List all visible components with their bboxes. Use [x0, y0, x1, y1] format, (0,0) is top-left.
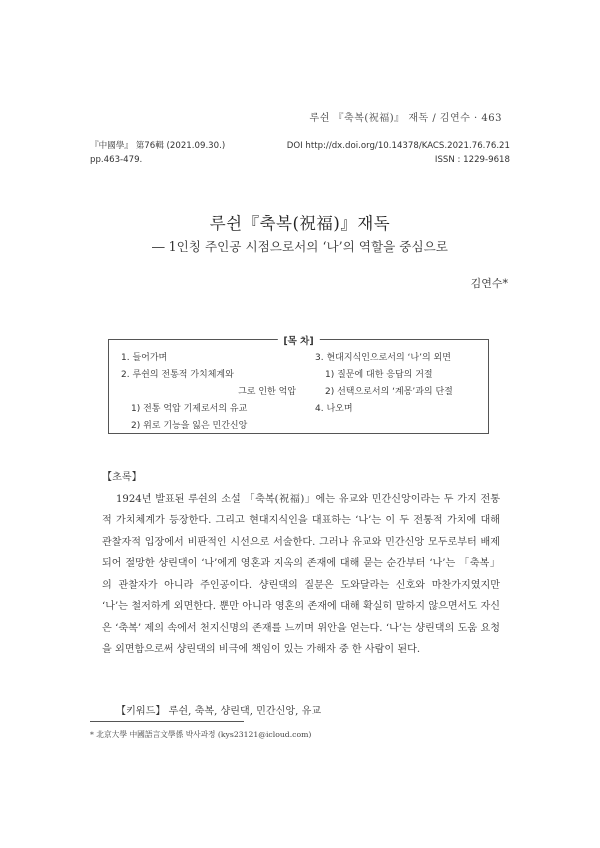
author-name: 김연수* — [470, 277, 508, 290]
toc-item: 1) 질문에 대한 응답의 거절 — [325, 370, 433, 380]
footnote-divider — [90, 721, 244, 722]
doi-link[interactable]: DOI http://dx.doi.org/10.14378/KACS.2021.76.76.21 — [286, 141, 510, 151]
toc-right-column — [315, 350, 485, 418]
toc-item: 그로 인한 억압 — [238, 387, 296, 397]
article-subtitle: ― 1인칭 주인공 시점으로서의 ‘나’의 역할을 중심으로 — [152, 239, 448, 254]
author-footnote: * 北京大學 中國語言文學係 박사과정 (kys23121@icloud.com) — [90, 730, 312, 739]
table-of-contents — [108, 336, 489, 434]
toc-left-column — [121, 350, 296, 435]
meta-row-1 — [90, 139, 510, 153]
journal-info: 『中國學』 第76輯 (2021.09.30.) — [90, 141, 226, 151]
article-title: 루쉰『축복(祝福)』재독 — [209, 214, 391, 233]
toc-label: [목 차] — [277, 333, 319, 347]
meta-row-2 — [90, 153, 510, 167]
toc-item: 1) 전통 억압 기제로서의 유교 — [131, 404, 248, 414]
keywords: 【키워드】 루쉰, 축복, 샹린댁, 민간신앙, 유교 — [116, 706, 322, 717]
abstract-body: 1924년 발표된 루쉰의 소설 「축복(祝福)」에는 유교와 민간신앙이라는 두 가지 전통적 가치체계가 등장한다. 그리고 현대지식인을 대표하는 ‘나’는 이 두 전통적 가치에 대해 관찰자적 입장에서 비판적인 시선으로 서술한다. 그러나 유교와 민간신앙 모두로부터 배제되어 절망한 샹린댁이 ‘나’에게 영혼과 지옥의 존재에 대해 묻는 순간부터 ‘나’는 「축복」의 관찰자가 아니라 주인공이다. 샹린댁의 질문은 도와달라는 신호와 마찬가지였지만 ‘나’는 철저하게 외면한다. 뿐만 아니라 영혼의 존재에 대해 확실히 말하지 않으면서도 자신은 ‘축복’ 제의 속에서 천지신명의 존재를 느끼며 위안을 얻는다. ‘나’는 샹린댁의 도움 요청을 외면함으로써 샹린댁의 비극에 책임이 있는 가해자 중 한 사람이 된다. — [102, 493, 500, 655]
toc-item: 2. 루쉰의 전통적 가치체계와 — [121, 370, 234, 380]
page-range: pp.463-479. — [90, 155, 143, 165]
toc-item: 4. 나오며 — [315, 404, 353, 414]
toc-item: 1. 들어가며 — [121, 353, 168, 363]
running-header: 루쉰 『축복(祝福)』 재독 / 김연수 · 463 — [309, 113, 502, 124]
abstract-heading: 【초록】 — [102, 472, 142, 483]
toc-item: 2) 위로 기능을 잃은 민간신앙 — [131, 421, 248, 431]
abstract — [102, 467, 500, 661]
toc-item: 3. 현대지식인으로서의 ‘나’의 외면 — [315, 353, 451, 363]
toc-item: 2) 선택으로서의 ‘계몽’과의 단절 — [325, 387, 453, 397]
issn: ISSN : 1229-9618 — [434, 155, 510, 165]
article-meta — [90, 139, 510, 167]
